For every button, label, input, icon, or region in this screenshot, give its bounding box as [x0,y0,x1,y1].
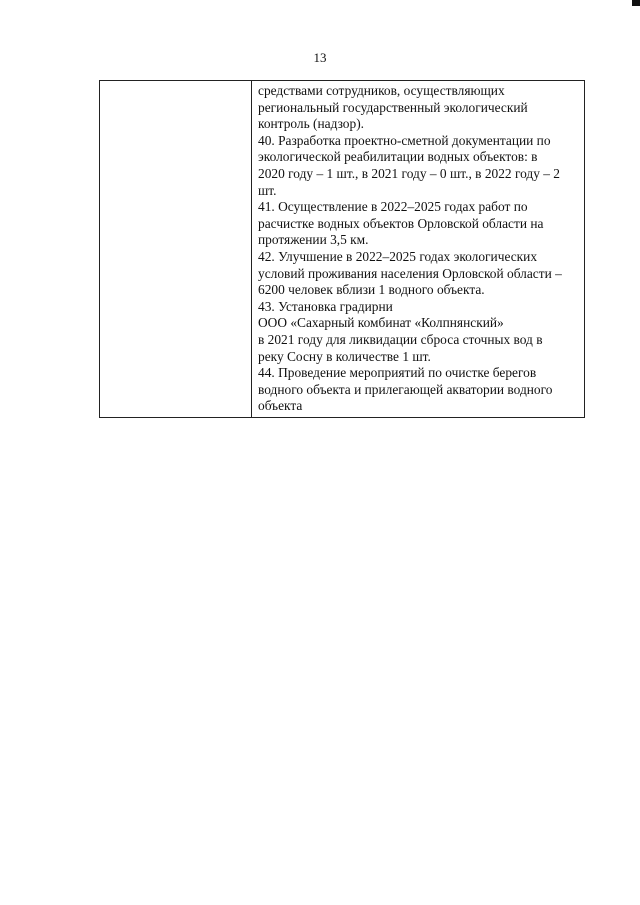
page-number: 13 [313,50,327,65]
right-cell-text: средствами сотрудников, осуществляющих региональный государственный экологический контроль (надзор). 40. Разработка проектно-сметной документации по экологической реабилитации водных объектов: в 2020 году – 1 шт., в 2021 году – 0 шт., в 2022 году – 2 шт. 41. Осуществление в 2022–2025 годах работ по расчистке водных объектов Орловской области на протяжении 3,5 км. 42. Улучшение в 2022–2025 годах экологических условий проживания населения Орловской области – 6200 человек вблизи 1 водного объекта. 43. Установка градирни ООО «Сахарный комбинат «Колпнянский» в 2021 году для ликвидации сброса сточных вод в реку Сосну в количестве 1 шт. 44. Проведение мероприятий по очистке берегов водного объекта и прилегающей акватории водного объекта [258,83,562,414]
measures-table [99,80,585,418]
scan-corner-mark [632,0,640,6]
table-row [100,81,585,418]
table-cell-right [252,81,585,418]
table-cell-left [100,81,252,418]
